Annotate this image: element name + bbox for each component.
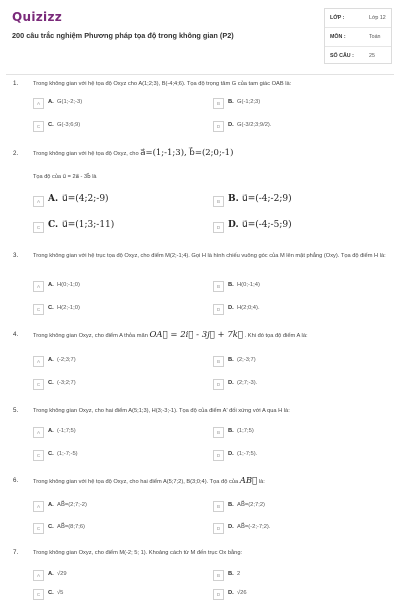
- option-label: D.: [228, 220, 239, 230]
- question-text: [33, 477, 388, 487]
- option-text: (1;-7;-5): [57, 451, 78, 457]
- option-box: D: [213, 222, 224, 233]
- option-box: C: [33, 379, 44, 390]
- option-box: D: [213, 450, 224, 461]
- option-text: G(1;-2;-3): [57, 99, 83, 105]
- info-row-subject: [325, 28, 391, 47]
- info-row-count: [325, 47, 391, 65]
- info-key: MÔN :: [330, 34, 346, 40]
- option-box: D: [213, 523, 224, 534]
- quizizz-logo: Quizizz: [12, 10, 63, 24]
- header-divider: [6, 74, 394, 75]
- option-label: C.: [48, 524, 54, 530]
- question-text: [33, 149, 388, 159]
- question-number: 4.: [13, 331, 19, 338]
- question-text: Trong không gian Oxyz, cho hai điểm A(5;1;3), H(3;-3;-1). Tọa độ của điểm A' đối xứng với A qua H là:: [33, 408, 290, 414]
- document-header: [0, 0, 400, 68]
- question-text-lead: Trong không gian với hệ tọa độ Oxyz, cho: [33, 151, 139, 157]
- question-text: Trong không gian với hệ tọa độ Oxyz cho A(1;2;3), B(-4;4;6). Tọa độ trọng tâm G của tam giác OAB là:: [33, 81, 292, 87]
- option-box: A: [33, 281, 44, 292]
- option-label: C.: [48, 451, 54, 457]
- vector-formula: a⃗=(1;-1;3), b⃗=(2;0;-1): [140, 148, 234, 158]
- info-key: LỚP :: [330, 15, 345, 21]
- option-label: D.: [228, 305, 234, 311]
- question-text: [33, 331, 388, 341]
- option-text: (-1;7;5): [57, 428, 76, 434]
- option-label: B.: [228, 428, 234, 434]
- option-text: u⃗=(1;3;-11): [62, 220, 115, 230]
- option-text: u⃗=(4;2;-9): [62, 194, 109, 204]
- question-text-lead: Trong không gian Oxyz, cho điểm A thỏa mãn: [33, 333, 148, 339]
- option-label: D.: [228, 590, 234, 596]
- option-label: A.: [48, 357, 54, 363]
- vector-formula: OA⃗ = 2i⃗ - 3j⃗ + 7k⃗: [149, 330, 244, 340]
- option-text: (-3;2;7): [57, 380, 76, 386]
- info-value: Lớp 12: [369, 15, 386, 21]
- question-text: Trong không gian Oxyz, cho điểm M(-2; 5; 1). Khoảng cách từ M đến trục Ox bằng:: [33, 550, 243, 556]
- option-label: A.: [48, 571, 54, 577]
- option-text: √26: [237, 590, 247, 596]
- option-text: H(2;0;4).: [237, 305, 260, 311]
- option-box: A: [33, 570, 44, 581]
- option-box: C: [33, 222, 44, 233]
- option-text: AB⃗=(8;7;6): [57, 524, 85, 530]
- question-number: 2.: [13, 150, 19, 157]
- option-label: A.: [48, 502, 54, 508]
- question-number: 6.: [13, 477, 19, 484]
- option-text: G(-1;2;3): [237, 99, 261, 105]
- info-box: [324, 8, 392, 64]
- question-text-tail: là:: [258, 479, 265, 485]
- option-box: A: [33, 427, 44, 438]
- question-subtext: Tọa độ của u⃗ = 2a⃗ - 3b⃗ là: [33, 174, 97, 180]
- option-text: AB⃗=(2;7;-2): [57, 502, 87, 508]
- option-box: C: [33, 523, 44, 534]
- option-box: B: [213, 427, 224, 438]
- option-text: H(2;-1;0): [57, 305, 80, 311]
- option-text: G(-3/2;3;9/2).: [237, 122, 272, 128]
- option-label: C.: [48, 590, 54, 596]
- option-label: C.: [48, 380, 54, 386]
- option-box: D: [213, 379, 224, 390]
- option-text: (2;7;-3).: [237, 380, 258, 386]
- question-number: 5.: [13, 407, 19, 414]
- option-text: (1;-7;5).: [237, 451, 258, 457]
- option-text: u⃗=(-4;-2;9): [242, 194, 292, 204]
- option-label: B.: [228, 99, 234, 105]
- question-text-tail: . Khi đó tọa độ điểm A là:: [244, 333, 308, 339]
- option-label: A.: [48, 194, 59, 204]
- option-text: (2;-3;7): [237, 357, 256, 363]
- option-box: B: [213, 356, 224, 367]
- option-label: B.: [228, 502, 234, 508]
- document-title: 200 câu trắc nghiệm Phương pháp tọa độ trong không gian (P2): [12, 31, 234, 40]
- info-row-class: [325, 9, 391, 28]
- option-box: B: [213, 281, 224, 292]
- option-label: B.: [228, 357, 234, 363]
- option-box: B: [213, 570, 224, 581]
- option-box: A: [33, 356, 44, 367]
- question-text: Trong không gian với hệ trục tọa độ Oxyz, cho điểm M(2;-1;4). Gọi H là hình chiếu vuông góc của M lên mặt phẳng (Oxy). Tọa độ điểm H là:: [33, 253, 386, 259]
- option-label: B.: [228, 571, 234, 577]
- option-box: C: [33, 589, 44, 600]
- question-number: 3.: [13, 252, 19, 259]
- option-text: 2: [237, 571, 241, 577]
- option-label: B.: [228, 282, 234, 288]
- question-number: 7.: [13, 549, 19, 556]
- option-box: B: [213, 501, 224, 512]
- info-key: SỐ CÂU :: [330, 53, 354, 59]
- info-value: Toán: [369, 34, 381, 40]
- option-box: C: [33, 450, 44, 461]
- option-box: D: [213, 121, 224, 132]
- option-label: B.: [228, 194, 239, 204]
- option-box: D: [213, 304, 224, 315]
- option-label: D.: [228, 524, 234, 530]
- option-text: AB⃗=(-2;-7;2).: [237, 524, 271, 530]
- option-box: C: [33, 121, 44, 132]
- option-label: C.: [48, 305, 54, 311]
- option-text: √29: [57, 571, 67, 577]
- option-box: A: [33, 98, 44, 109]
- option-label: A.: [48, 99, 54, 105]
- info-value: 25: [369, 53, 375, 59]
- option-box: D: [213, 589, 224, 600]
- option-text: H(0;-1;0): [57, 282, 80, 288]
- option-label: D.: [228, 122, 234, 128]
- question-number: 1.: [13, 80, 19, 87]
- vector-formula: AB⃗: [239, 476, 258, 486]
- option-box: C: [33, 304, 44, 315]
- option-text: (1;7;5): [237, 428, 254, 434]
- option-label: A.: [48, 428, 54, 434]
- option-label: D.: [228, 380, 234, 386]
- option-text: u⃗=(-4;-5;9): [242, 220, 292, 230]
- option-box: A: [33, 501, 44, 512]
- option-label: C.: [48, 122, 54, 128]
- option-text: H(0;-1;4): [237, 282, 260, 288]
- option-box: A: [33, 196, 44, 207]
- option-text: √5: [57, 590, 64, 596]
- option-text: (-2;3;7): [57, 357, 76, 363]
- question-text-lead: Trong không gian với hệ tọa độ Oxyz, cho hai điểm A(5;7;2), B(3;0;4). Tọa độ của: [33, 479, 239, 485]
- option-label: C.: [48, 220, 59, 230]
- option-label: A.: [48, 282, 54, 288]
- option-text: G(-3;6;9): [57, 122, 81, 128]
- option-box: B: [213, 98, 224, 109]
- option-label: D.: [228, 451, 234, 457]
- option-box: B: [213, 196, 224, 207]
- option-text: AB⃗=(2;7;2): [237, 502, 265, 508]
